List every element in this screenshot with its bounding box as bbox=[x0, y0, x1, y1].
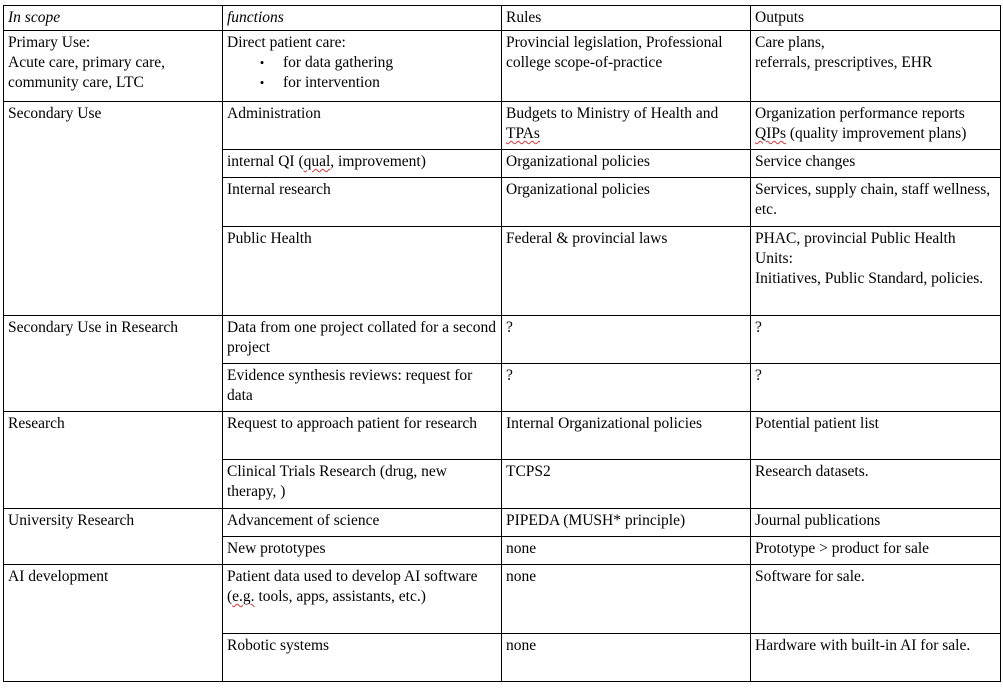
outputs-primary-line2: referrals, prescriptives, EHR bbox=[755, 54, 933, 71]
outputs-cell-internal-research: Services, supply chain, staff wellness, etc. bbox=[751, 178, 1001, 227]
outputs-admin-line1: Organization performance reports bbox=[755, 105, 965, 122]
outputs-cell-advancement-science: Journal publications bbox=[751, 509, 1001, 537]
outputs-cell-clinical-trials: Research datasets. bbox=[751, 460, 1001, 509]
table-row-collated-data bbox=[4, 316, 1001, 364]
header-row bbox=[4, 6, 1001, 31]
function-cell-robotic-systems: Robotic systems bbox=[223, 634, 502, 682]
function-qi-part3: , improvement) bbox=[330, 153, 426, 170]
outputs-cell-ai-software: Software for sale. bbox=[751, 565, 1001, 634]
outputs-admin-qips-desc: (quality improvement plans) bbox=[786, 125, 967, 142]
outputs-public-health-line1: PHAC, provincial Public Health Units: bbox=[755, 230, 956, 267]
function-cell-direct-care bbox=[223, 31, 502, 102]
rules-cell-public-health: Federal & provincial laws bbox=[502, 227, 751, 316]
rules-cell-collated-data: ? bbox=[502, 316, 751, 364]
function-cell-internal-qi bbox=[223, 150, 502, 178]
outputs-admin-qips: QIPs bbox=[755, 125, 787, 142]
scope-cell-primary-use bbox=[4, 31, 223, 102]
function-cell-ai-software bbox=[223, 565, 502, 634]
outputs-primary-line1: Care plans, bbox=[755, 34, 825, 51]
rules-cell-robotic-systems: none bbox=[502, 634, 751, 682]
list-item bbox=[227, 53, 497, 73]
outputs-cell-new-prototypes: Prototype > product for sale bbox=[751, 537, 1001, 565]
scope-cell-research: Research bbox=[4, 412, 223, 509]
outputs-cell-primary bbox=[751, 31, 1001, 102]
list-item bbox=[227, 73, 497, 93]
function-cell-internal-research: Internal research bbox=[223, 178, 502, 227]
function-qi-qual: qual bbox=[303, 153, 331, 170]
scope-table bbox=[3, 5, 1001, 682]
function-ai-part3: tools, apps, assistants, etc.) bbox=[254, 588, 426, 605]
table-row-advancement-science bbox=[4, 509, 1001, 537]
rules-cell-evidence-synthesis: ? bbox=[502, 364, 751, 412]
rules-cell-administration bbox=[502, 102, 751, 150]
scope-cell-university-research: University Research bbox=[4, 509, 223, 565]
outputs-cell-approach-patient: Potential patient list bbox=[751, 412, 1001, 460]
header-functions: functions bbox=[223, 6, 502, 31]
function-cell-new-prototypes: New prototypes bbox=[223, 537, 502, 565]
function-ai-part1: Patient data used to develop AI software ( bbox=[227, 568, 478, 605]
bullet-icon: • bbox=[259, 55, 265, 70]
outputs-cell-administration bbox=[751, 102, 1001, 150]
function-cell-evidence-synthesis: Evidence synthesis reviews: request for data bbox=[223, 364, 502, 412]
function-qi-part1: internal QI ( bbox=[227, 153, 304, 170]
function-cell-approach-patient: Request to approach patient for research bbox=[223, 412, 502, 460]
rules-cell-internal-qi: Organizational policies bbox=[502, 150, 751, 178]
bullet-text: for intervention bbox=[283, 74, 380, 91]
scope-cell-secondary-use: Secondary Use bbox=[4, 102, 223, 316]
outputs-admin-line2 bbox=[755, 124, 996, 144]
function-ai-eg: e.g. bbox=[232, 588, 255, 605]
function-cell-public-health: Public Health bbox=[223, 227, 502, 316]
rules-cell-ai-software: none bbox=[502, 565, 751, 634]
function-cell-administration: Administration bbox=[223, 102, 502, 150]
outputs-cell-evidence-synthesis: ? bbox=[751, 364, 1001, 412]
table-row-primary-use bbox=[4, 31, 1001, 102]
bullet-text: for data gathering bbox=[283, 54, 394, 71]
function-bullet-list bbox=[227, 53, 497, 93]
table-row-ai-software bbox=[4, 565, 1001, 634]
rules-cell-clinical-trials: TCPS2 bbox=[502, 460, 751, 509]
rules-admin-tpas: TPAs bbox=[506, 125, 540, 142]
scope-cell-secondary-research: Secondary Use in Research bbox=[4, 316, 223, 412]
outputs-cell-collated-data: ? bbox=[751, 316, 1001, 364]
rules-cell-internal-research: Organizational policies bbox=[502, 178, 751, 227]
bullet-icon: • bbox=[259, 75, 265, 90]
scope-cell-ai-development: AI development bbox=[4, 565, 223, 682]
scope-primary-title: Primary Use: bbox=[8, 34, 91, 51]
header-in-scope: In scope bbox=[4, 6, 223, 31]
rules-admin-part1: Budgets to Ministry of Health and bbox=[506, 105, 719, 122]
table-row-approach-patient bbox=[4, 412, 1001, 460]
rules-cell-approach-patient: Internal Organizational policies bbox=[502, 412, 751, 460]
outputs-cell-public-health bbox=[751, 227, 1001, 316]
function-cell-collated-data: Data from one project collated for a second project bbox=[223, 316, 502, 364]
function-cell-clinical-trials: Clinical Trials Research (drug, new therapy, ) bbox=[223, 460, 502, 509]
function-cell-advancement-science: Advancement of science bbox=[223, 509, 502, 537]
table-row-administration bbox=[4, 102, 1001, 150]
rules-cell-advancement-science: PIPEDA (MUSH* principle) bbox=[502, 509, 751, 537]
outputs-public-health-line2: Initiatives, Public Standard, policies. bbox=[755, 270, 984, 287]
rules-cell-new-prototypes: none bbox=[502, 537, 751, 565]
header-outputs: Outputs bbox=[751, 6, 1001, 31]
scope-primary-settings: Acute care, primary care, community care, LTC bbox=[8, 54, 166, 91]
function-direct-care-title: Direct patient care: bbox=[227, 34, 346, 51]
outputs-cell-robotic-systems: Hardware with built-in AI for sale. bbox=[751, 634, 1001, 682]
rules-cell-primary: Provincial legislation, Professional college scope-of-practice bbox=[502, 31, 751, 102]
header-rules: Rules bbox=[502, 6, 751, 31]
outputs-cell-internal-qi: Service changes bbox=[751, 150, 1001, 178]
